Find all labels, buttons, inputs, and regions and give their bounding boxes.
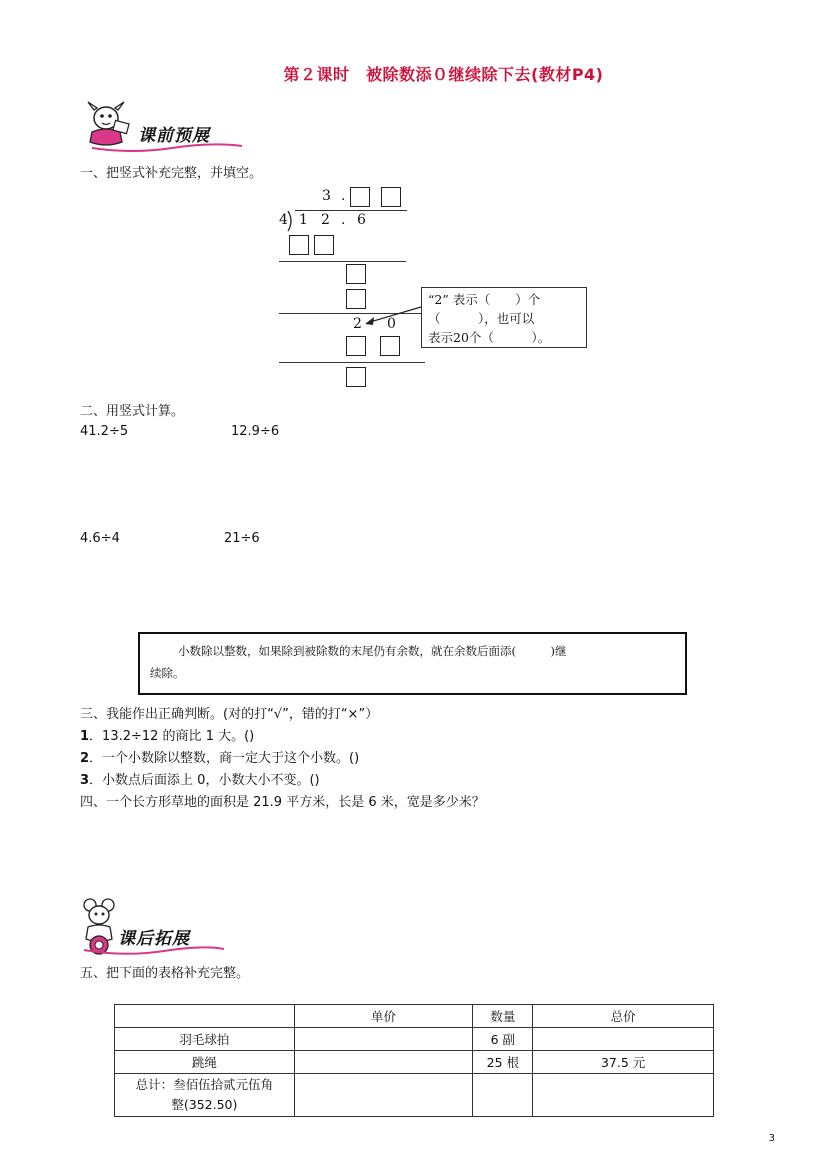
callout-line: （ ），也可以 [428,311,535,326]
total-label: 整(352.50) [171,1097,238,1112]
tip-line: 小数除以整数，如果除到被除数的末尾仍有余数，就在余数后面添( )继 [178,644,567,658]
table-cell[interactable] [294,1028,473,1051]
quotient-dot: . [341,188,346,204]
answer-box[interactable] [346,264,366,284]
q5-heading: 五、把下面的表格补充完整。 [80,966,250,981]
banner-post-class-text: 课后拓展 [118,929,190,949]
table-header-row [115,1005,714,1028]
item-text: ．一个小数除以整数，商一定大于这个小数。() [89,751,360,766]
answer-box[interactable] [381,187,401,207]
answer-box[interactable] [314,235,334,255]
expression: 4.6÷4 [80,531,120,546]
table-row [115,1051,714,1074]
banner-underline [92,142,242,154]
long-division [275,185,415,395]
banner-pre-class-text: 课前预展 [138,126,210,146]
tip-box [138,632,687,695]
table-cell[interactable] [294,1051,473,1074]
dividend-digit: 6 [357,212,366,228]
divisor: 4 [279,212,288,228]
expression: 21÷6 [224,531,260,546]
table-cell[interactable] [533,1028,714,1051]
answer-box[interactable] [346,336,366,356]
q1-heading: 一、把竖式补充完整，并填空。 [80,166,263,181]
table-cell[interactable] [294,1074,473,1117]
total-label: 总计：叁佰伍拾贰元伍角 [135,1077,274,1092]
table-cell: 跳绳 [115,1051,295,1074]
subtraction-line [279,261,406,262]
page-number: 3 [768,1133,775,1144]
table-header-cell [115,1005,295,1028]
banner-post-class [78,897,268,957]
judgement-item [80,769,320,788]
table-cell[interactable] [533,1074,714,1117]
table-cell[interactable] [473,1074,533,1117]
banner-underline [84,945,224,957]
judgement-item [80,747,359,766]
table-cell: 37.5 元 [533,1051,714,1074]
expression: 12.9÷6 [231,424,280,439]
callout-line: “2” 表示（ ）个 [428,292,541,307]
item-number: 3 [80,773,90,788]
expression: 41.2÷5 [80,424,129,439]
q4-heading: 四、一个长方形草地的面积是 21.9 平方米，长是 6 米，宽是多少米？ [80,795,485,810]
item-number: 1 [80,729,90,744]
page-title: 第２课时 被除数添０继续除下去(教材P4) [283,65,604,84]
table-header-cell: 数量 [473,1005,533,1028]
item-text: ．13.2÷12 的商比 1 大。() [89,729,255,744]
table-cell: 25 根 [473,1051,533,1074]
dividend-digit: 2 [321,212,330,228]
table-row [115,1028,714,1051]
q2-heading: 二、用竖式计算。 [80,404,185,419]
answer-box[interactable] [346,367,366,387]
judgement-item [80,725,254,744]
dividend-dot: . [341,212,346,228]
pointer-arrow [362,305,422,329]
table-row-total [115,1074,714,1117]
division-bar [295,210,407,211]
subtraction-line [279,362,425,363]
q3-heading: 三、我能作出正确判断。(对的打“√”，错的打“×”） [80,707,379,722]
table-cell: 羽毛球拍 [115,1028,295,1051]
item-text: ．小数点后面添上 0，小数大小不变。() [89,773,320,788]
table-cell: 6 副 [473,1028,533,1051]
banner-pre-class [78,96,268,152]
callout-line: 表示20个（ ）。 [428,330,551,345]
tip-line: 续除。 [150,666,185,680]
division-bracket [287,210,295,232]
remainder-digit: 0 [387,316,396,332]
remainder-digit: 2 [353,316,362,332]
callout-box [421,287,587,348]
quotient-digit: 3 [322,188,331,204]
table-header-cell: 总价 [533,1005,714,1028]
item-number: 2 [80,751,90,766]
price-table [114,1004,714,1117]
answer-box[interactable] [380,336,400,356]
table-cell-total [115,1074,295,1117]
answer-box[interactable] [350,187,370,207]
answer-box[interactable] [289,235,309,255]
dividend-digit: 1 [299,212,308,228]
table-header-cell: 单价 [294,1005,473,1028]
